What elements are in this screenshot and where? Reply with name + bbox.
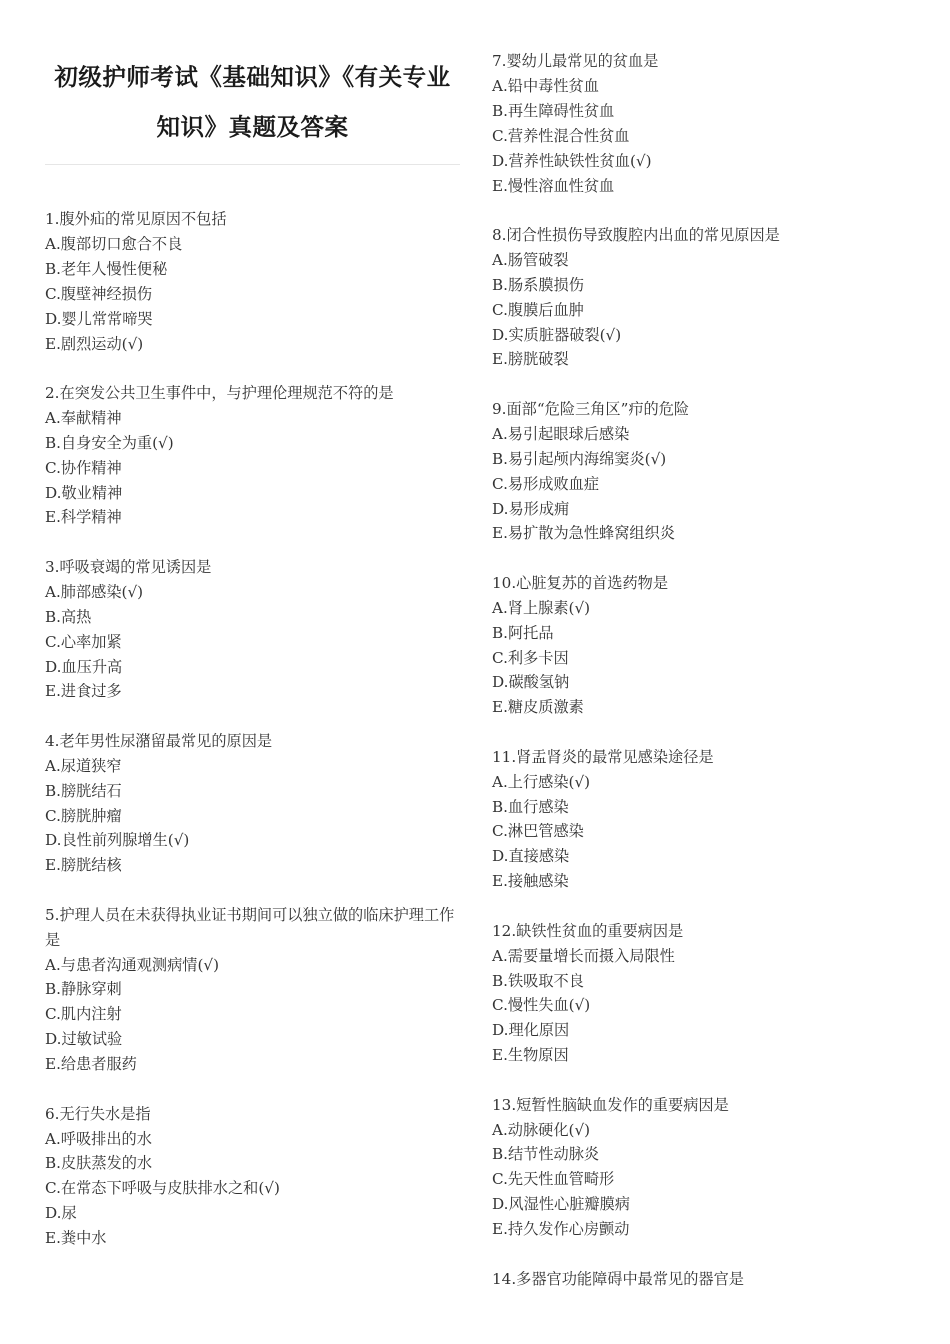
question-stem: 12.缺铁性贫血的重要病因是 [492, 921, 684, 940]
question-stem: 3.呼吸衰竭的常见诱因是 [45, 557, 212, 576]
title-line-2: 知识》真题及答案 [156, 113, 349, 141]
answer-option: B.静脉穿刺 [45, 980, 122, 999]
question-stem: 6.无行失水是指 [45, 1104, 151, 1123]
answer-option: C.营养性混合性贫血 [492, 126, 630, 145]
answer-option: C.在常态下呼吸与皮肤排水之和(√) [45, 1179, 280, 1198]
answer-option: A.需要量增长而摄入局限性 [492, 946, 675, 965]
answer-option: A.肠管破裂 [492, 250, 569, 269]
answer-option: D.血压升高 [45, 657, 123, 676]
answer-option: B.铁吸取不良 [492, 971, 584, 990]
question-stem: 7.婴幼儿最常见的贫血是 [492, 52, 659, 70]
title-divider [45, 164, 460, 165]
question-block [492, 223, 912, 372]
question-stem: 5.护理人员在未获得执业证书期间可以独立做的临床护理工作是 [45, 905, 455, 949]
question-stem: 13.短暂性脑缺血发作的重要病因是 [492, 1095, 729, 1114]
answer-option: B.老年人慢性便秘 [45, 259, 168, 278]
answer-option: D.尿 [45, 1204, 77, 1223]
answer-option: E.进食过多 [45, 682, 122, 701]
answer-option: C.淋巴管感染 [492, 822, 584, 841]
question-block [45, 207, 460, 356]
answer-option: D.易形成痈 [492, 499, 570, 518]
answer-option: A.肾上腺素(√) [492, 598, 591, 617]
answer-option: B.肠系膜损伤 [492, 275, 584, 294]
answer-option: D.风湿性心脏瓣膜病 [492, 1195, 630, 1214]
answer-option: D.营养性缺铁性贫血(√) [492, 151, 652, 170]
answer-option: A.奉献精神 [45, 408, 122, 427]
answer-option: A.腹部切口愈合不良 [45, 234, 183, 253]
answer-option: E.持久发作心房颤动 [492, 1220, 630, 1239]
answer-option: C.慢性失血(√) [492, 996, 591, 1015]
answer-option: B.自身安全为重(√) [45, 433, 174, 452]
answer-option: D.敬业精神 [45, 483, 123, 502]
answer-option: A.肺部感染(√) [45, 582, 144, 601]
answer-option: C.易形成败血症 [492, 474, 600, 493]
answer-option: C.腹壁神经损伤 [45, 284, 153, 303]
answer-option: D.直接感染 [492, 847, 570, 866]
answer-option: A.铅中毒性贫血 [492, 76, 599, 95]
question-block [45, 729, 460, 878]
answer-option: C.利多卡因 [492, 648, 569, 667]
question-block [45, 381, 460, 530]
answer-option: A.与患者沟通观测病情(√) [45, 955, 220, 974]
question-stem: 14.多器官功能障碍中最常见的器官是 [492, 1269, 744, 1288]
question-block [492, 1267, 912, 1292]
question-block [45, 903, 460, 1077]
right-question-list [492, 49, 912, 1316]
answer-option: E.粪中水 [45, 1229, 107, 1248]
answer-option: A.上行感染(√) [492, 772, 591, 791]
answer-option: E.剧烈运动(√) [45, 334, 144, 353]
question-block [492, 397, 912, 546]
answer-option: B.膀胱结石 [45, 781, 122, 800]
question-block [492, 919, 912, 1068]
answer-option: A.呼吸排出的水 [45, 1129, 152, 1148]
question-block [45, 555, 460, 704]
answer-option: B.血行感染 [492, 797, 569, 816]
answer-option: E.给患者服药 [45, 1055, 137, 1074]
answer-option: B.阿托品 [492, 623, 554, 642]
answer-option: C.肌内注射 [45, 1005, 122, 1024]
answer-option: E.接触感染 [492, 872, 569, 891]
answer-option: D.过敏试验 [45, 1030, 123, 1049]
answer-option: B.易引起颅内海绵窦炎(√) [492, 449, 667, 468]
answer-option: A.尿道狭窄 [45, 756, 122, 775]
question-stem: 10.心脏复苏的首选药物是 [492, 573, 669, 592]
answer-option: B.皮肤蒸发的水 [45, 1154, 153, 1173]
answer-option: E.生物原因 [492, 1046, 569, 1065]
left-question-list [45, 207, 460, 1251]
answer-option: E.糖皮质激素 [492, 698, 584, 717]
question-stem: 2.在突发公共卫生事件中，与护理伦理规范不符的是 [45, 383, 394, 402]
question-block [45, 1102, 460, 1251]
question-stem: 8.闭合性损伤导致腹腔内出血的常见原因是 [492, 225, 780, 244]
answer-option: E.膀胱结核 [45, 856, 122, 875]
answer-option: C.心率加紧 [45, 632, 122, 651]
answer-option: B.再生障碍性贫血 [492, 101, 615, 120]
answer-option: D.理化原因 [492, 1021, 570, 1040]
answer-option: B.高热 [45, 607, 92, 626]
answer-option: B.结节性动脉炎 [492, 1145, 600, 1164]
left-column [45, 0, 460, 1276]
answer-option: E.科学精神 [45, 508, 122, 527]
answer-option: A.动脉硬化(√) [492, 1120, 591, 1139]
answer-option: D.良性前列腺增生(√) [45, 831, 190, 850]
answer-option: C.腹膜后血肿 [492, 300, 584, 319]
answer-option: E.膀胱破裂 [492, 350, 569, 369]
answer-option: D.实质脏器破裂(√) [492, 325, 622, 344]
answer-option: E.慢性溶血性贫血 [492, 176, 615, 195]
question-stem: 1.腹外疝的常见原因不包括 [45, 210, 227, 228]
question-stem: 4.老年男性尿潴留最常见的原因是 [45, 731, 273, 750]
question-stem: 11.肾盂肾炎的最常见感染途径是 [492, 747, 714, 766]
answer-option: D.婴儿常常啼哭 [45, 309, 153, 328]
title-line-1: 初级护师考试《基础知识》《有关专业 [54, 63, 451, 91]
question-stem: 9.面部“危险三角区”疖的危险 [492, 399, 690, 418]
question-block [492, 1093, 912, 1242]
question-block [492, 49, 912, 198]
answer-option: C.先天性血管畸形 [492, 1170, 615, 1189]
answer-option: C.膀胱肿瘤 [45, 806, 122, 825]
answer-option: D.碳酸氢钠 [492, 673, 570, 692]
document-title [45, 0, 460, 152]
answer-option: C.协作精神 [45, 458, 122, 477]
answer-option: A.易引起眼球后感染 [492, 424, 630, 443]
answer-option: E.易扩散为急性蜂窝组织炎 [492, 524, 675, 543]
question-block [492, 745, 912, 894]
question-block [492, 571, 912, 720]
